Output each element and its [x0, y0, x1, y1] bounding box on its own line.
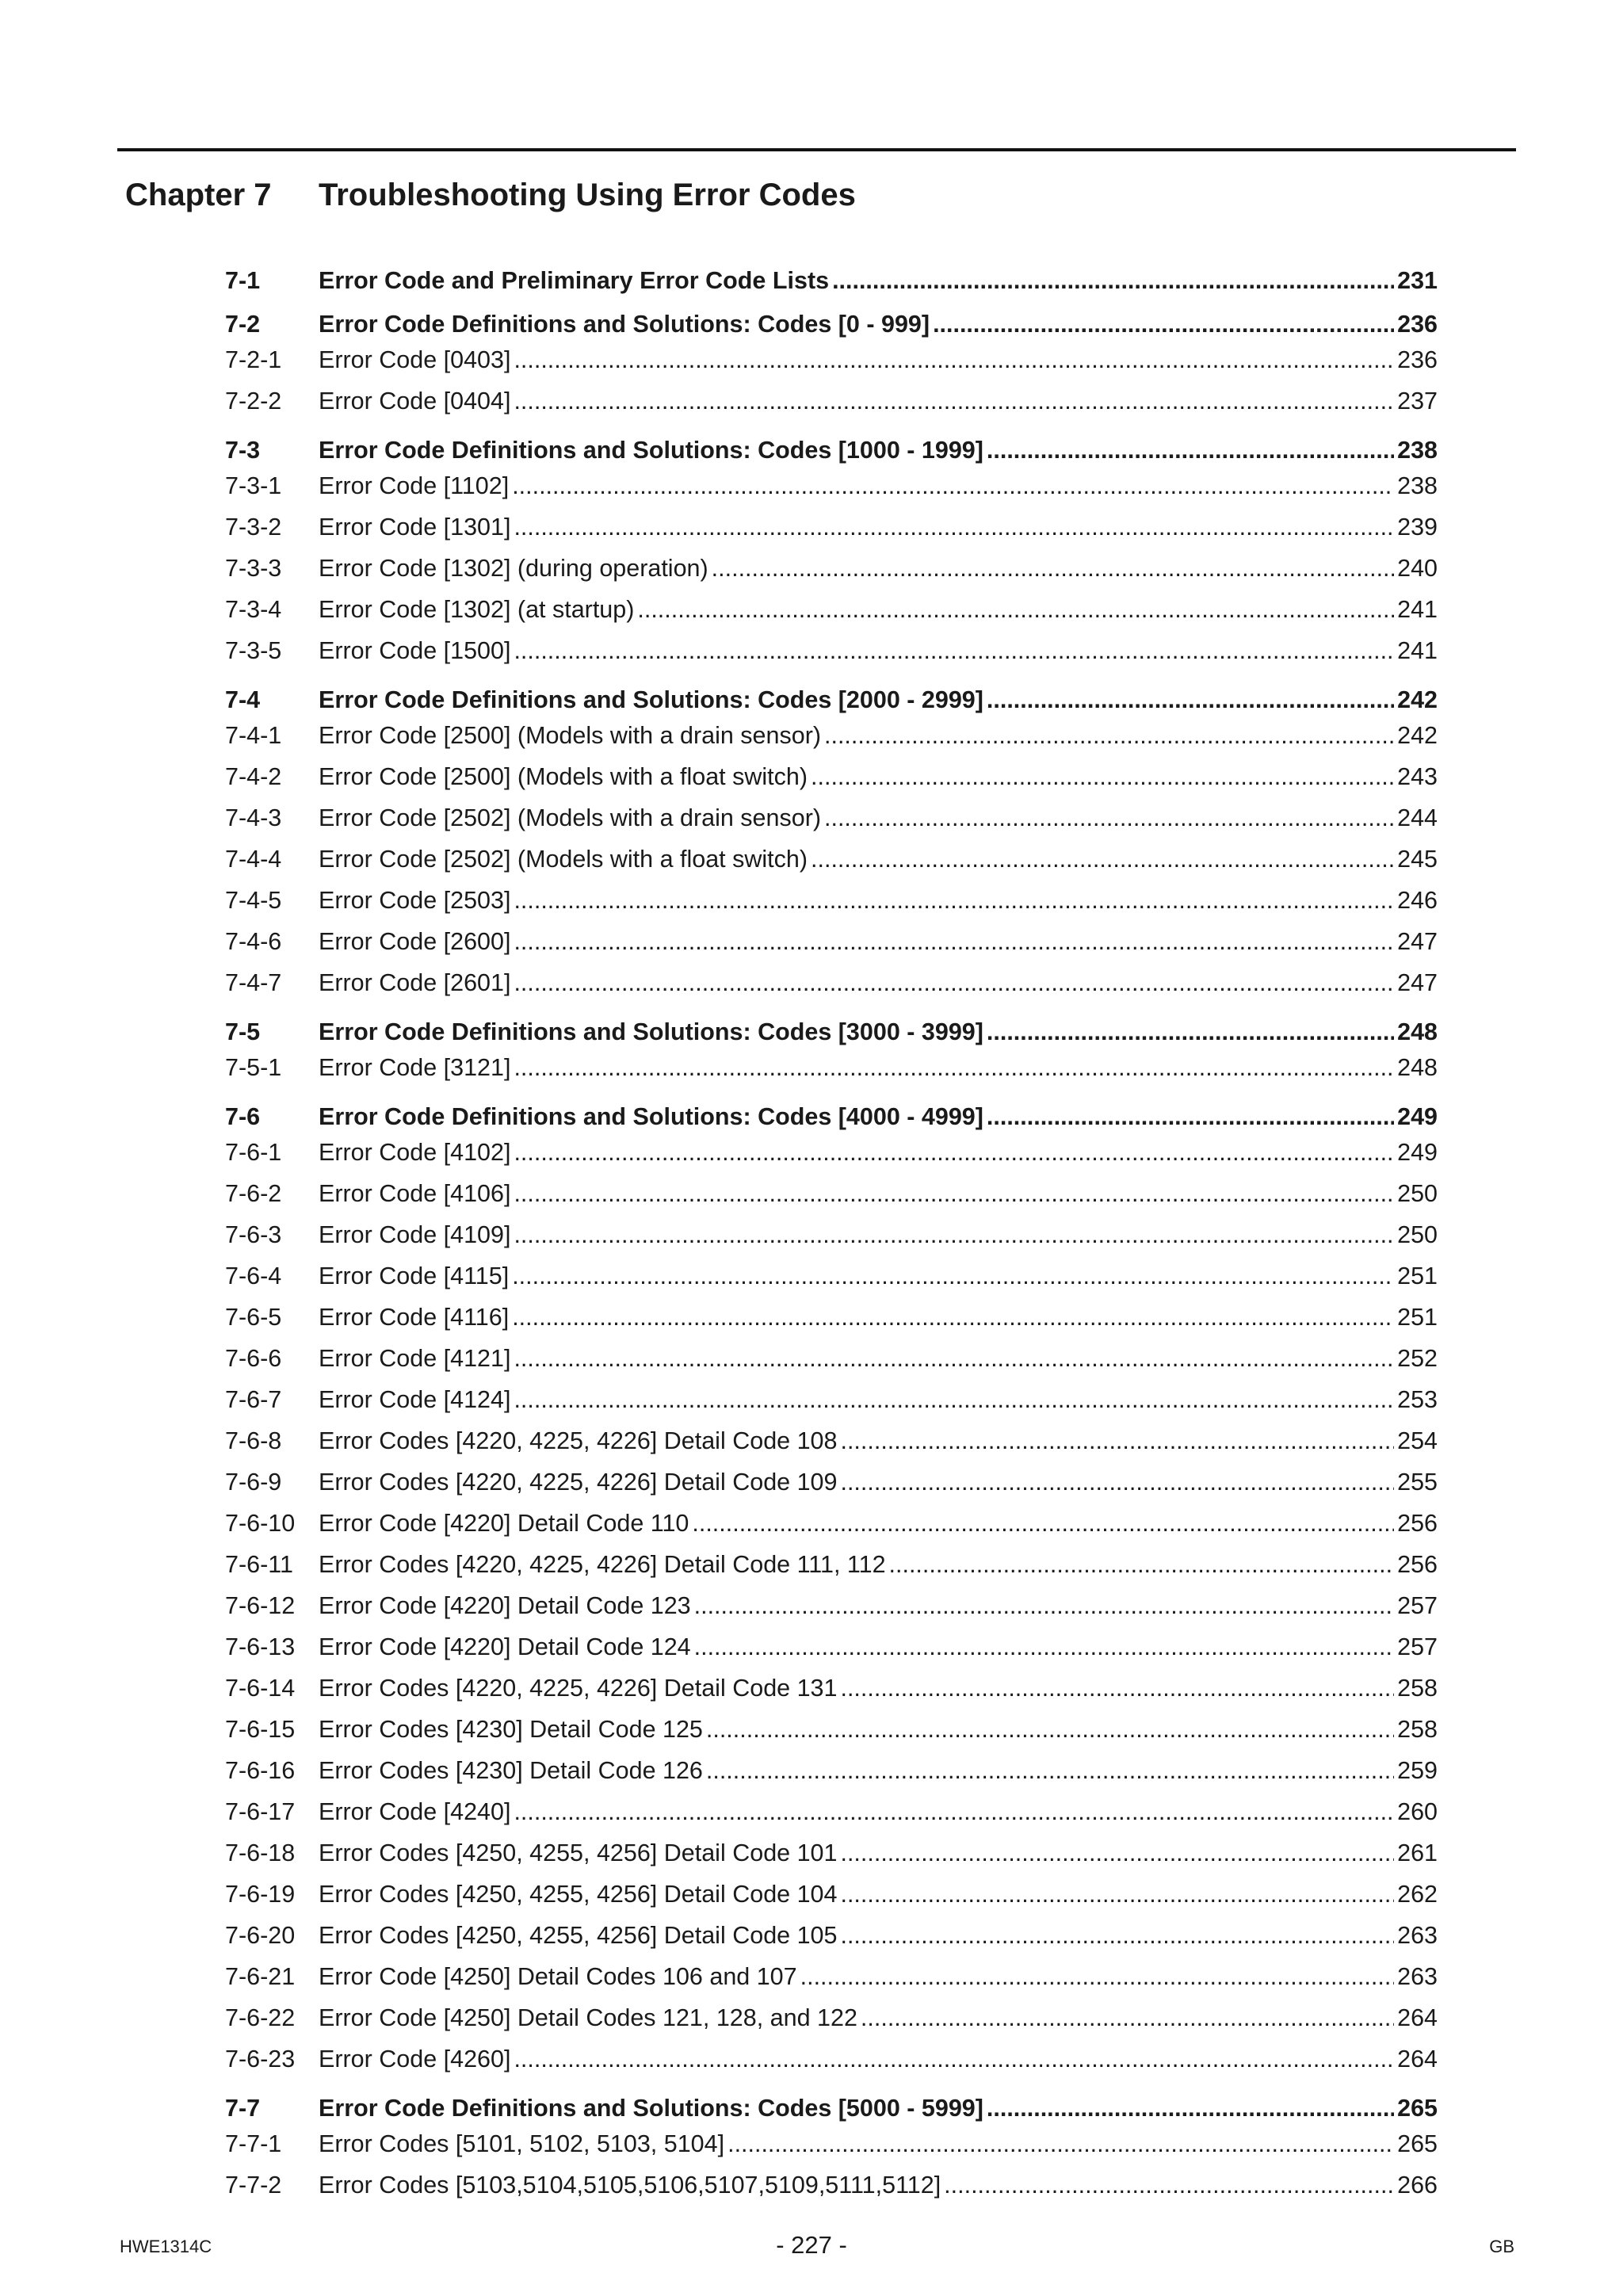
toc-entry-title: Error Codes [4220, 4225, 4226] Detail Code 109 — [319, 1469, 838, 1496]
toc-dot-leader — [514, 1138, 1394, 1167]
toc-entry-line — [319, 472, 1438, 500]
toc-dot-leader — [824, 721, 1394, 750]
toc-entry-line — [319, 762, 1438, 791]
toc-dot-leader — [514, 2045, 1394, 2073]
toc-entry-number: 7-6-23 — [225, 2046, 296, 2073]
toc-subsection-entry[interactable] — [225, 1344, 1438, 1385]
toc-entry-title: Error Code [1500] — [319, 637, 511, 664]
toc-entry-number: 7-6-11 — [225, 1551, 293, 1578]
table-of-contents — [225, 266, 1438, 2212]
toc-entry-line — [319, 1385, 1438, 1414]
toc-subsection-entry[interactable] — [225, 721, 1438, 762]
toc-dot-leader — [514, 636, 1394, 665]
toc-entry-line — [319, 1550, 1438, 1579]
toc-entry-page: 241 — [1397, 637, 1438, 664]
toc-dot-leader — [987, 1102, 1394, 1131]
toc-entry-number: 7-5-1 — [225, 1054, 282, 1081]
toc-entry-line — [319, 346, 1438, 374]
toc-entry-line — [319, 1221, 1438, 1249]
toc-entry-page: 250 — [1397, 1221, 1438, 1248]
toc-entry-line — [319, 513, 1438, 541]
toc-entry-title: Error Code [2500] (Models with a float switch) — [319, 763, 808, 790]
toc-dot-leader — [512, 472, 1394, 500]
toc-dot-leader — [861, 2004, 1394, 2032]
toc-entry-title: Error Code [4106] — [319, 1180, 511, 1207]
toc-subsection-entry[interactable] — [225, 554, 1438, 595]
toc-entry-number: 7-6-19 — [225, 1881, 296, 1908]
toc-entry-line — [319, 886, 1438, 915]
toc-dot-leader — [512, 1303, 1394, 1331]
toc-entry-page: 248 — [1397, 1018, 1438, 1045]
toc-dot-leader — [514, 1385, 1394, 1414]
toc-dot-leader — [514, 387, 1394, 415]
toc-entry-title: Error Code Definitions and Solutions: Codes [5000 - 5999] — [319, 2095, 983, 2122]
toc-entry-title: Error Code Definitions and Solutions: Codes [2000 - 2999] — [319, 686, 983, 713]
toc-subsection-entry[interactable] — [225, 1839, 1438, 1880]
toc-entry-page: 266 — [1397, 2172, 1438, 2199]
toc-entry-page: 242 — [1397, 722, 1438, 749]
toc-entry-line — [319, 968, 1438, 997]
toc-entry-number: 7-6-21 — [225, 1963, 296, 1990]
toc-entry-page: 263 — [1397, 1922, 1438, 1949]
toc-subsection-entry[interactable] — [225, 886, 1438, 927]
toc-entry-page: 242 — [1397, 686, 1438, 713]
toc-entry-page: 264 — [1397, 2004, 1438, 2031]
toc-subsection-entry[interactable] — [225, 387, 1438, 428]
toc-dot-leader — [694, 1633, 1394, 1661]
toc-entry-title: Error Codes [4230] Detail Code 126 — [319, 1757, 703, 1784]
toc-entry-line — [319, 2094, 1438, 2122]
toc-entry-number: 7-6-7 — [225, 1386, 282, 1413]
toc-subsection-entry[interactable] — [225, 1303, 1438, 1344]
toc-entry-line — [319, 1018, 1438, 1046]
toc-subsection-entry[interactable] — [225, 1221, 1438, 1262]
toc-subsection-entry[interactable] — [225, 2171, 1438, 2212]
toc-entry-title: Error Code [2600] — [319, 928, 511, 955]
toc-entry-page: 254 — [1397, 1427, 1438, 1454]
toc-entry-number: 7-3-5 — [225, 637, 282, 664]
page-number: - 227 - — [776, 2231, 847, 2259]
toc-entry-line — [319, 1509, 1438, 1538]
toc-entry-page: 237 — [1397, 388, 1438, 415]
toc-entry-title: Error Codes [4220, 4225, 4226] Detail Code 111, 112 — [319, 1551, 886, 1578]
toc-entry-page: 265 — [1397, 2130, 1438, 2157]
toc-entry-title: Error Codes [4250, 4255, 4256] Detail Code 104 — [319, 1881, 838, 1908]
toc-dot-leader — [840, 1839, 1394, 1867]
toc-dot-leader — [706, 1715, 1394, 1744]
toc-subsection-entry[interactable] — [225, 927, 1438, 968]
toc-entry-number: 7-6-1 — [225, 1139, 282, 1166]
toc-dot-leader — [811, 845, 1394, 873]
toc-entry-title: Error Code [0404] — [319, 388, 511, 415]
toc-entry-number: 7-4-5 — [225, 887, 282, 914]
toc-entry-title: Error Code [2500] (Models with a drain sensor) — [319, 722, 822, 749]
toc-entry-line — [319, 387, 1438, 415]
toc-entry-line — [319, 266, 1438, 295]
toc-subsection-entry[interactable] — [225, 1962, 1438, 2004]
toc-entry-number: 7-4-7 — [225, 969, 282, 996]
toc-subsection-entry[interactable] — [225, 1797, 1438, 1839]
toc-entry-line — [319, 2130, 1438, 2158]
toc-entry-line — [319, 1468, 1438, 1496]
toc-entry-number: 7-6-22 — [225, 2004, 296, 2031]
toc-subsection-entry[interactable] — [225, 1633, 1438, 1674]
toc-subsection-entry[interactable] — [225, 762, 1438, 804]
toc-entry-title: Error Code [3121] — [319, 1054, 511, 1081]
toc-entry-page: 265 — [1397, 2095, 1438, 2122]
toc-subsection-entry[interactable] — [225, 1591, 1438, 1633]
toc-subsection-entry[interactable] — [225, 845, 1438, 886]
toc-entry-title: Error Code [2502] (Models with a float switch) — [319, 846, 808, 873]
toc-entry-number: 7-4-6 — [225, 928, 282, 955]
toc-subsection-entry[interactable] — [225, 1179, 1438, 1221]
toc-section-entry[interactable] — [225, 1102, 1438, 1138]
toc-entry-title: Error Code Definitions and Solutions: Codes [0 - 999] — [319, 311, 930, 338]
toc-dot-leader — [514, 1179, 1394, 1208]
toc-subsection-entry[interactable] — [225, 1427, 1438, 1468]
toc-subsection-entry[interactable] — [225, 636, 1438, 678]
toc-entry-page: 263 — [1397, 1963, 1438, 1990]
toc-entry-title: Error Code and Preliminary Error Code Lists — [319, 267, 830, 294]
toc-dot-leader — [512, 1262, 1394, 1290]
toc-subsection-entry[interactable] — [225, 1053, 1438, 1095]
toc-entry-number: 7-4 — [225, 686, 261, 713]
toc-entry-page: 241 — [1397, 596, 1438, 623]
toc-entry-number: 7-6-15 — [225, 1716, 296, 1743]
toc-entry-line — [319, 927, 1438, 956]
toc-entry-number: 7-4-4 — [225, 846, 282, 873]
toc-entry-title: Error Code [4124] — [319, 1386, 511, 1413]
toc-entry-number: 7-3-2 — [225, 514, 282, 541]
toc-entry-page: 252 — [1397, 1345, 1438, 1372]
toc-entry-number: 7-6-20 — [225, 1922, 296, 1949]
toc-dot-leader — [832, 266, 1394, 295]
toc-entry-number: 7-6-8 — [225, 1427, 282, 1454]
toc-subsection-entry[interactable] — [225, 968, 1438, 1010]
toc-entry-line — [319, 845, 1438, 873]
toc-entry-page: 256 — [1397, 1510, 1438, 1537]
toc-entry-page: 248 — [1397, 1054, 1438, 1081]
toc-entry-page: 246 — [1397, 887, 1438, 914]
toc-entry-line — [319, 1921, 1438, 1950]
toc-entry-page: 251 — [1397, 1304, 1438, 1331]
toc-entry-line — [319, 1344, 1438, 1373]
toc-subsection-entry[interactable] — [225, 1509, 1438, 1550]
toc-entry-line — [319, 1756, 1438, 1785]
toc-subsection-entry[interactable] — [225, 2045, 1438, 2086]
toc-subsection-entry[interactable] — [225, 1550, 1438, 1591]
toc-entry-title: Error Code [1302] (during operation) — [319, 555, 708, 582]
toc-entry-line — [319, 2171, 1438, 2199]
toc-entry-page: 245 — [1397, 846, 1438, 873]
toc-entry-title: Error Code [4260] — [319, 2046, 511, 2073]
toc-entry-page: 260 — [1397, 1798, 1438, 1825]
toc-entry-page: 238 — [1397, 437, 1438, 464]
toc-entry-line — [319, 1303, 1438, 1331]
toc-entry-page: 239 — [1397, 514, 1438, 541]
toc-entry-number: 7-5 — [225, 1018, 261, 1045]
toc-entry-page: 240 — [1397, 555, 1438, 582]
toc-dot-leader — [800, 1962, 1394, 1991]
toc-dot-leader — [712, 554, 1394, 583]
toc-entry-line — [319, 804, 1438, 832]
toc-entry-number: 7-2 — [225, 311, 261, 338]
doc-code: HWE1314C — [120, 2237, 212, 2256]
toc-entry-page: 243 — [1397, 763, 1438, 790]
toc-dot-leader — [514, 513, 1394, 541]
toc-entry-number: 7-6-18 — [225, 1839, 296, 1866]
toc-subsection-entry[interactable] — [225, 2004, 1438, 2045]
toc-entry-number: 7-6-4 — [225, 1263, 282, 1289]
toc-entry-number: 7-3-4 — [225, 596, 282, 623]
toc-entry-line — [319, 2004, 1438, 2032]
toc-dot-leader — [987, 686, 1394, 714]
toc-subsection-entry[interactable] — [225, 1921, 1438, 1962]
toc-dot-leader — [889, 1550, 1395, 1579]
toc-dot-leader — [840, 1427, 1394, 1455]
toc-dot-leader — [514, 1344, 1394, 1373]
toc-entry-number: 7-1 — [225, 267, 261, 294]
toc-entry-title: Error Code [4109] — [319, 1221, 511, 1248]
toc-subsection-entry[interactable] — [225, 346, 1438, 387]
toc-entry-page: 244 — [1397, 804, 1438, 831]
toc-subsection-entry[interactable] — [225, 1715, 1438, 1756]
toc-dot-leader — [811, 762, 1394, 791]
toc-entry-page: 236 — [1397, 346, 1438, 373]
toc-entry-title: Error Code Definitions and Solutions: Codes [4000 - 4999] — [319, 1103, 983, 1130]
header-rule — [117, 148, 1516, 151]
toc-dot-leader — [824, 804, 1394, 832]
toc-entry-line — [319, 686, 1438, 714]
toc-entry-number: 7-2-2 — [225, 388, 282, 415]
toc-entry-title: Error Code [4115] — [319, 1263, 510, 1289]
toc-entry-page: 253 — [1397, 1386, 1438, 1413]
toc-entry-number: 7-3-1 — [225, 472, 282, 499]
toc-dot-leader — [514, 927, 1394, 956]
toc-entry-page: 247 — [1397, 969, 1438, 996]
toc-entry-page: 258 — [1397, 1675, 1438, 1702]
toc-subsection-entry[interactable] — [225, 804, 1438, 845]
toc-subsection-entry[interactable] — [225, 1674, 1438, 1715]
toc-dot-leader — [727, 2130, 1394, 2158]
toc-entry-line — [319, 554, 1438, 583]
toc-entry-number: 7-4-3 — [225, 804, 282, 831]
toc-dot-leader — [514, 1053, 1394, 1082]
toc-dot-leader — [694, 1591, 1394, 1620]
toc-entry-line — [319, 310, 1438, 338]
toc-entry-number: 7-6-13 — [225, 1633, 296, 1660]
chapter-number: Chapter 7 — [125, 178, 272, 212]
toc-section-entry[interactable] — [225, 266, 1438, 302]
toc-section-entry[interactable] — [225, 686, 1438, 721]
toc-dot-leader — [840, 1674, 1394, 1702]
toc-dot-leader — [987, 2094, 1394, 2122]
toc-entry-number: 7-6-3 — [225, 1221, 282, 1248]
toc-entry-page: 258 — [1397, 1716, 1438, 1743]
toc-entry-line — [319, 1179, 1438, 1208]
toc-dot-leader — [514, 1221, 1394, 1249]
toc-entry-title: Error Code [2502] (Models with a drain sensor) — [319, 804, 822, 831]
toc-dot-leader — [514, 886, 1394, 915]
toc-entry-page: 238 — [1397, 472, 1438, 499]
toc-subsection-entry[interactable] — [225, 595, 1438, 636]
toc-entry-title: Error Code Definitions and Solutions: Codes [3000 - 3999] — [319, 1018, 983, 1045]
toc-entry-number: 7-7 — [225, 2095, 261, 2122]
toc-entry-line — [319, 1962, 1438, 1991]
toc-entry-title: Error Code [1302] (at startup) — [319, 596, 635, 623]
toc-entry-title: Error Codes [4250, 4255, 4256] Detail Code 105 — [319, 1922, 838, 1949]
toc-entry-line — [319, 721, 1438, 750]
region-code: GB — [1489, 2237, 1514, 2256]
chapter-title: Troubleshooting Using Error Codes — [319, 178, 856, 212]
toc-entry-number: 7-7-1 — [225, 2130, 282, 2157]
toc-entry-line — [319, 2045, 1438, 2073]
toc-subsection-entry[interactable] — [225, 1468, 1438, 1509]
toc-entry-number: 7-6-2 — [225, 1180, 282, 1207]
toc-entry-line — [319, 1715, 1438, 1744]
toc-entry-line — [319, 1839, 1438, 1867]
toc-entry-number: 7-6-14 — [225, 1675, 296, 1702]
toc-entry-line — [319, 1262, 1438, 1290]
toc-entry-title: Error Code [4102] — [319, 1139, 511, 1166]
toc-entry-page: 249 — [1397, 1103, 1438, 1130]
toc-entry-page: 259 — [1397, 1757, 1438, 1784]
toc-entry-title: Error Code [4220] Detail Code 110 — [319, 1510, 689, 1537]
toc-entry-page: 257 — [1397, 1633, 1438, 1660]
toc-dot-leader — [987, 1018, 1394, 1046]
toc-entry-page: 264 — [1397, 2046, 1438, 2073]
toc-entry-title: Error Code [4250] Detail Codes 121, 128, and 122 — [319, 2004, 857, 2031]
toc-entry-page: 231 — [1397, 267, 1438, 294]
toc-entry-page: 262 — [1397, 1881, 1438, 1908]
toc-entry-number: 7-6-6 — [225, 1345, 282, 1372]
toc-entry-page: 249 — [1397, 1139, 1438, 1166]
toc-entry-title: Error Code [4121] — [319, 1345, 511, 1372]
toc-dot-leader — [706, 1756, 1394, 1785]
toc-entry-number: 7-6-16 — [225, 1757, 296, 1784]
toc-entry-line — [319, 436, 1438, 464]
toc-dot-leader — [987, 436, 1394, 464]
toc-entry-page: 236 — [1397, 311, 1438, 338]
toc-section-entry[interactable] — [225, 310, 1438, 346]
toc-dot-leader — [514, 968, 1394, 997]
toc-entry-title: Error Code [0403] — [319, 346, 511, 373]
toc-entry-title: Error Code [4240] — [319, 1798, 511, 1825]
toc-entry-line — [319, 1880, 1438, 1908]
toc-entry-line — [319, 1427, 1438, 1455]
toc-entry-title: Error Code [4250] Detail Codes 106 and 107 — [319, 1963, 797, 1990]
toc-entry-title: Error Code [2503] — [319, 887, 511, 914]
toc-entry-line — [319, 1633, 1438, 1661]
toc-entry-number: 7-6-5 — [225, 1304, 282, 1331]
toc-entry-page: 256 — [1397, 1551, 1438, 1578]
toc-dot-leader — [692, 1509, 1394, 1538]
toc-section-entry[interactable] — [225, 436, 1438, 472]
toc-entry-line — [319, 1797, 1438, 1826]
toc-entry-title: Error Code [1102] — [319, 472, 510, 499]
toc-entry-title: Error Code [4116] — [319, 1304, 510, 1331]
toc-subsection-entry[interactable] — [225, 1756, 1438, 1797]
toc-entry-page: 257 — [1397, 1592, 1438, 1619]
toc-dot-leader — [840, 1468, 1394, 1496]
toc-entry-title: Error Code [4220] Detail Code 124 — [319, 1633, 691, 1660]
toc-entry-page: 250 — [1397, 1180, 1438, 1207]
toc-entry-page: 251 — [1397, 1263, 1438, 1289]
toc-entry-number: 7-6-12 — [225, 1592, 296, 1619]
toc-entry-title: Error Code [1301] — [319, 514, 511, 541]
toc-subsection-entry[interactable] — [225, 472, 1438, 513]
toc-dot-leader — [944, 2171, 1394, 2199]
toc-entry-title: Error Codes [5103,5104,5105,5106,5107,5109,5111,5112] — [319, 2172, 941, 2199]
toc-subsection-entry[interactable] — [225, 1880, 1438, 1921]
toc-entry-title: Error Code Definitions and Solutions: Codes [1000 - 1999] — [319, 437, 983, 464]
toc-subsection-entry[interactable] — [225, 2130, 1438, 2171]
toc-entry-title: Error Code [2601] — [319, 969, 511, 996]
toc-entry-line — [319, 1138, 1438, 1167]
toc-entry-page: 247 — [1397, 928, 1438, 955]
toc-dot-leader — [840, 1921, 1394, 1950]
toc-section-entry[interactable] — [225, 2094, 1438, 2130]
toc-entry-number: 7-6 — [225, 1103, 261, 1130]
toc-dot-leader — [514, 346, 1394, 374]
toc-entry-number: 7-6-10 — [225, 1510, 296, 1537]
toc-dot-leader — [514, 1797, 1394, 1826]
toc-entry-title: Error Codes [4250, 4255, 4256] Detail Code 101 — [319, 1839, 838, 1866]
toc-entry-number: 7-3-3 — [225, 555, 282, 582]
toc-entry-line — [319, 1053, 1438, 1082]
toc-subsection-entry[interactable] — [225, 1385, 1438, 1427]
toc-entry-page: 261 — [1397, 1839, 1438, 1866]
toc-entry-title: Error Codes [4230] Detail Code 125 — [319, 1716, 703, 1743]
toc-subsection-entry[interactable] — [225, 513, 1438, 554]
toc-dot-leader — [933, 310, 1394, 338]
toc-subsection-entry[interactable] — [225, 1138, 1438, 1179]
toc-entry-line — [319, 595, 1438, 624]
toc-dot-leader — [840, 1880, 1394, 1908]
toc-entry-number: 7-6-17 — [225, 1798, 296, 1825]
toc-dot-leader — [637, 595, 1394, 624]
toc-entry-title: Error Code [4220] Detail Code 123 — [319, 1592, 691, 1619]
toc-entry-number: 7-3 — [225, 437, 261, 464]
toc-entry-number: 7-2-1 — [225, 346, 282, 373]
toc-entry-page: 255 — [1397, 1469, 1438, 1496]
toc-entry-line — [319, 1591, 1438, 1620]
toc-entry-title: Error Codes [5101, 5102, 5103, 5104] — [319, 2130, 725, 2157]
toc-entry-title: Error Codes [4220, 4225, 4226] Detail Code 108 — [319, 1427, 838, 1454]
toc-entry-number: 7-7-2 — [225, 2172, 282, 2199]
toc-entry-line — [319, 1102, 1438, 1131]
toc-subsection-entry[interactable] — [225, 1262, 1438, 1303]
toc-entry-number: 7-4-2 — [225, 763, 282, 790]
toc-entry-title: Error Codes [4220, 4225, 4226] Detail Code 131 — [319, 1675, 838, 1702]
toc-entry-line — [319, 1674, 1438, 1702]
toc-section-entry[interactable] — [225, 1018, 1438, 1053]
toc-entry-number: 7-4-1 — [225, 722, 282, 749]
toc-entry-number: 7-6-9 — [225, 1469, 282, 1496]
toc-entry-line — [319, 636, 1438, 665]
